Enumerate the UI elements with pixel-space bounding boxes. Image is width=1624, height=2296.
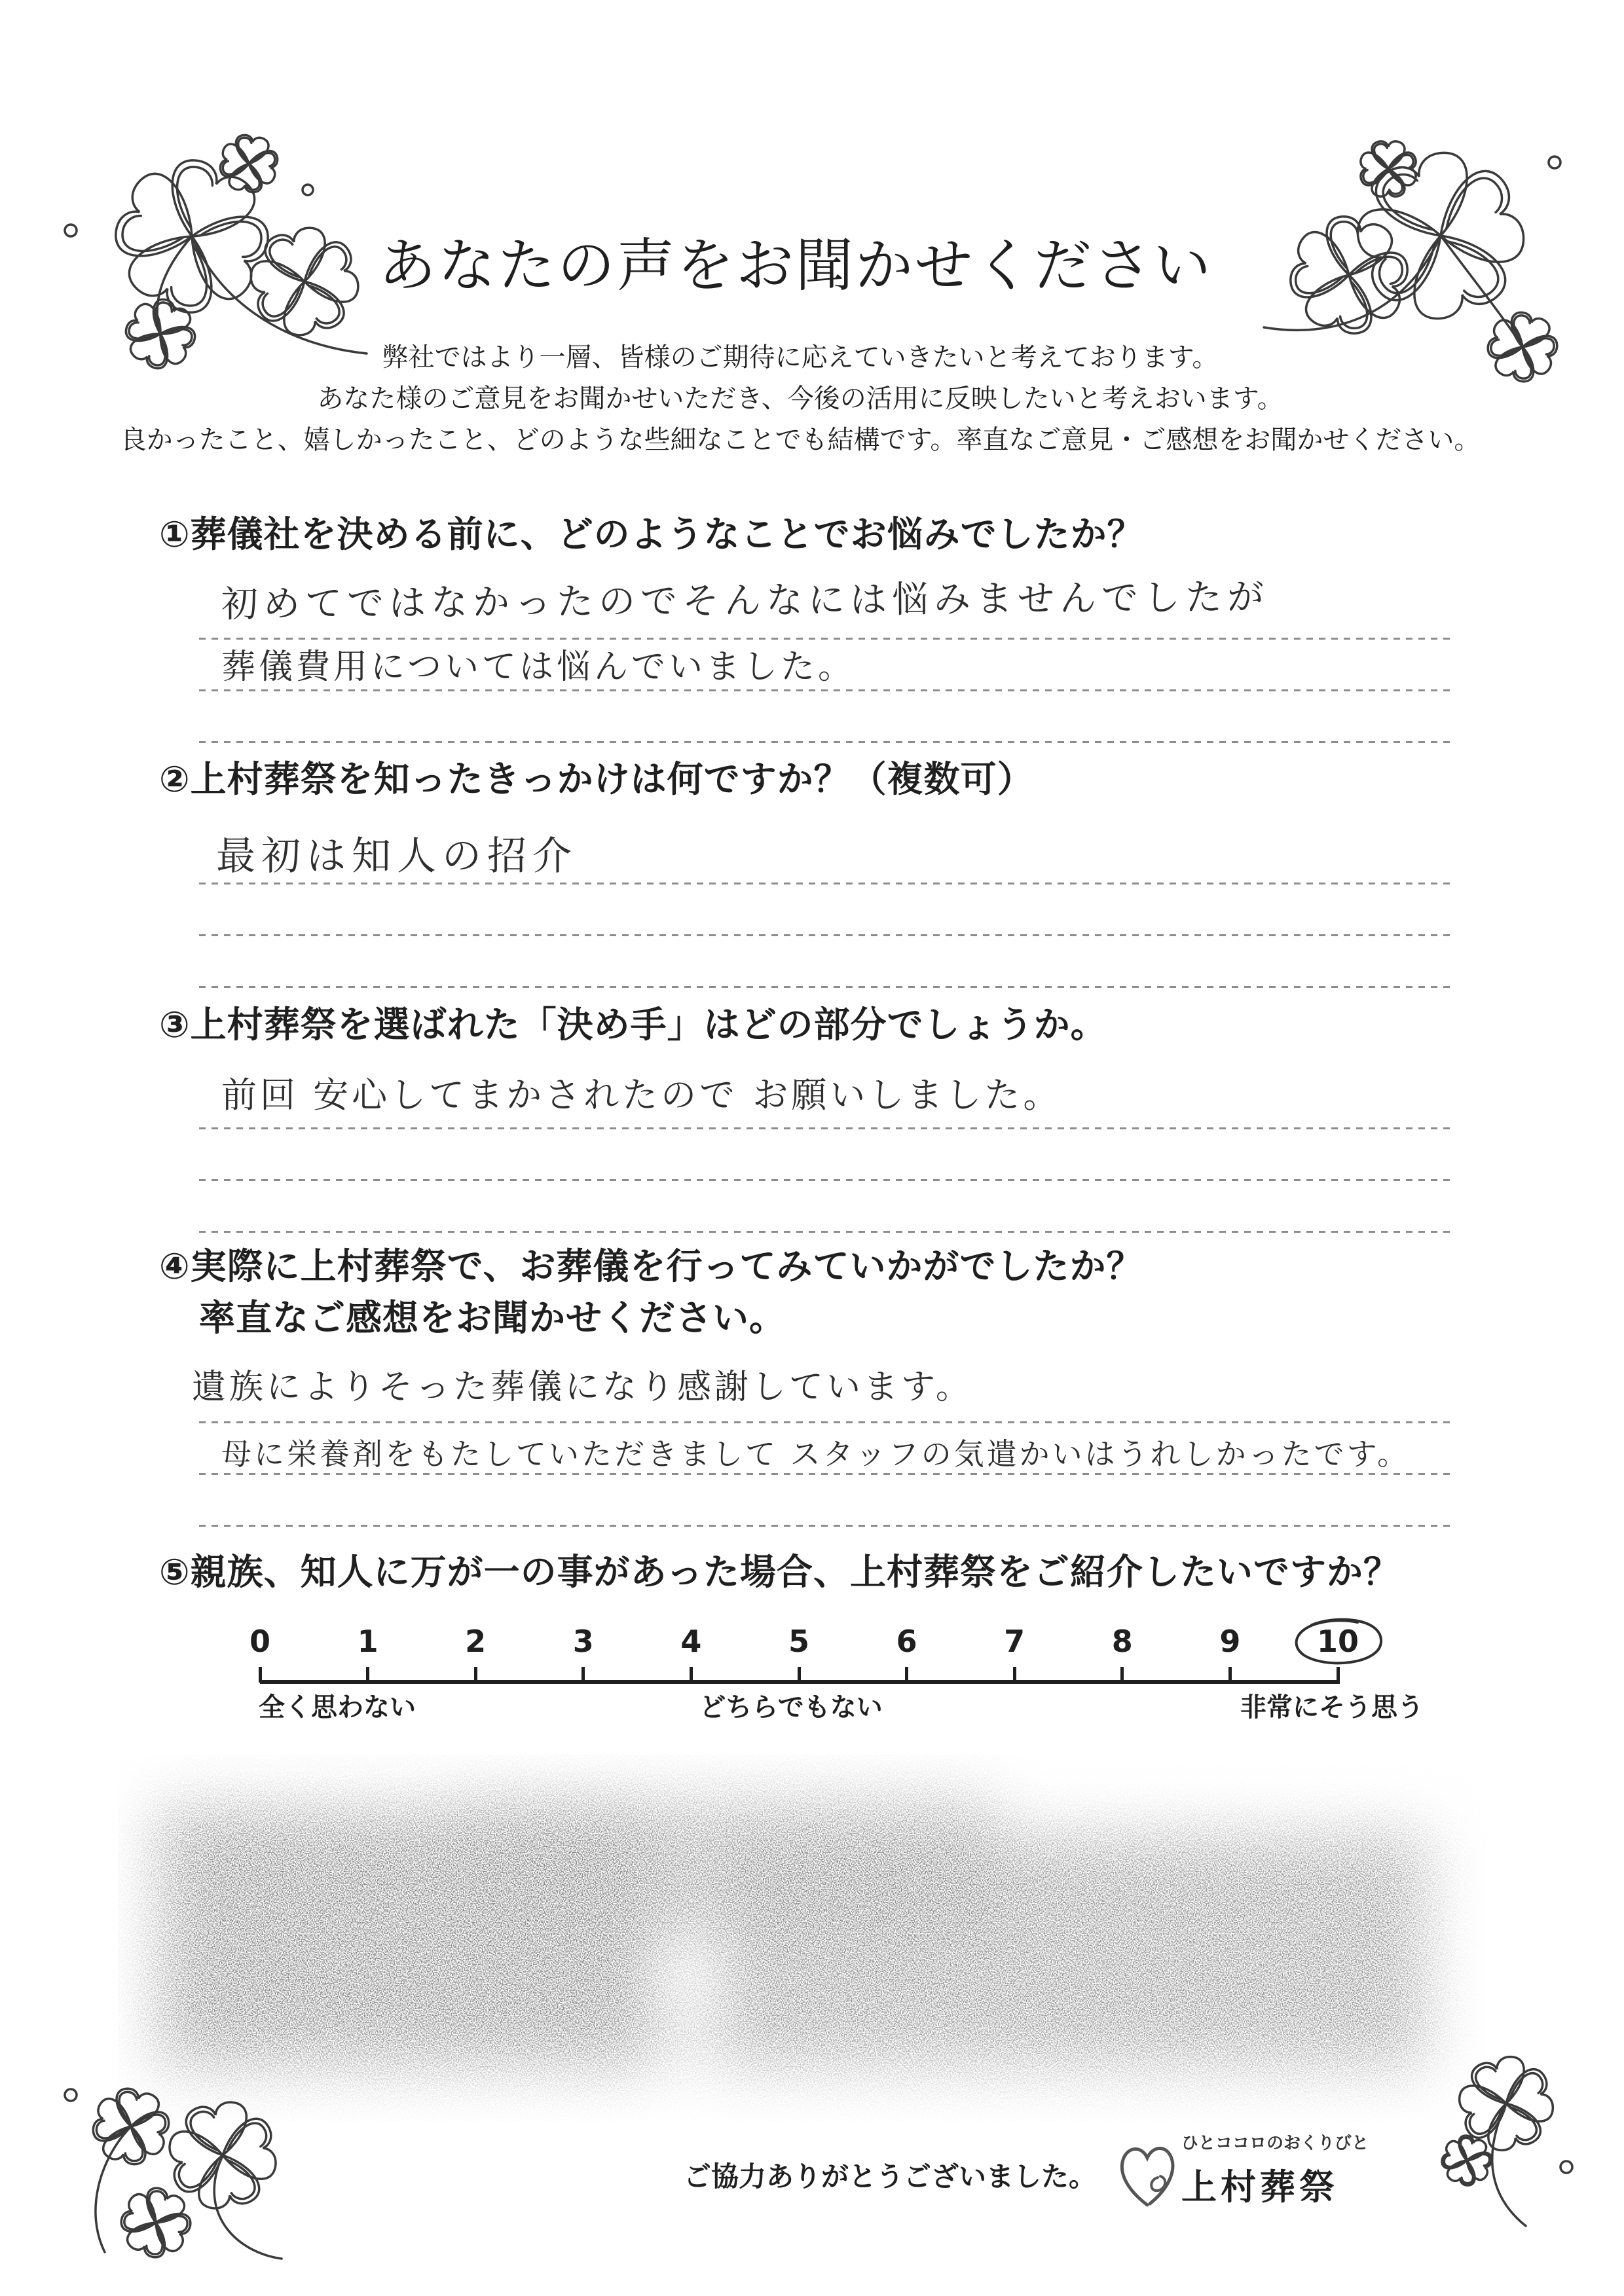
intro-line-2: あなた様のご意見をお聞かせいただき、今後の活用に反映したいと考えおいます。 — [317, 384, 1283, 414]
scale-tick — [474, 1667, 477, 1683]
thanks-message: ご協力ありがとうございました。 — [684, 2160, 1097, 2193]
answer-rule — [199, 986, 1454, 988]
scale-number-8[interactable]: 8 — [1111, 1624, 1133, 1659]
dot-ornament — [303, 185, 313, 195]
clover-icon — [163, 2096, 282, 2214]
clover-icon — [1361, 141, 1416, 196]
clover-icon — [1452, 2049, 1561, 2159]
scale-tick — [581, 1667, 585, 1683]
page-title: あなたの声をお聞かせください — [378, 232, 1213, 299]
scale-number-6[interactable]: 6 — [896, 1624, 917, 1659]
scale-number-2[interactable]: 2 — [465, 1624, 487, 1659]
clover-icon — [1437, 2130, 1497, 2191]
question-5-text: ⑤親族、知人に万が一の事があった場合、上村葬祭をご紹介したいですか？ — [159, 1551, 1401, 1593]
company-logo-name: 上村葬祭 — [1181, 2166, 1338, 2208]
answer-rule — [199, 1179, 1454, 1181]
answer-rule — [199, 883, 1454, 884]
answer-rule — [199, 1473, 1454, 1475]
answer-rule — [199, 1525, 1454, 1527]
answer-rule — [199, 741, 1454, 743]
clover-stem — [214, 2155, 282, 2259]
clover-stem — [96, 2126, 131, 2252]
answer-rule — [199, 1421, 1454, 1423]
scale-number-5[interactable]: 5 — [788, 1624, 809, 1659]
question-4-text: ④実際に上村葬祭で、お葬儀を行ってみていかがでしたか？ — [159, 1245, 1143, 1287]
heart-icon — [1117, 2141, 1180, 2213]
scale-tick — [1013, 1667, 1016, 1683]
question-4-answer-line-1[interactable]: 遺族によりそった葬儀になり感謝しています。 — [192, 1368, 973, 1407]
scale-tick — [1228, 1667, 1232, 1683]
answer-rule — [199, 1231, 1454, 1233]
question-1-answer-line-1[interactable]: 初めてではなかったのでそんなには悩みませんでしたが — [221, 575, 1270, 626]
answer-rule — [199, 1127, 1454, 1129]
scale-number-4[interactable]: 4 — [680, 1624, 702, 1659]
question-3-text: ③上村葬祭を選ばれた「決め手」はどの部分でしょうか。 — [159, 1004, 1107, 1046]
scale-label-low: 全く思わない — [259, 1692, 416, 1722]
clover-stem — [1492, 2104, 1526, 2226]
scale-tick — [259, 1667, 262, 1683]
answer-rule — [199, 638, 1454, 640]
question-4-answer-line-2[interactable]: 母に栄養剤をもたしていただきまして スタッフの気遣かいはうれしかったです。 — [221, 1436, 1410, 1472]
intro-line-3: 良かったこと、嬉しかったこと、どのような些細なことでも結構です。率直なご意見・ご感想をお聞かせください。 — [120, 425, 1481, 455]
question-1-answer-line-2[interactable]: 葬儀費用については悩んでいました。 — [221, 647, 855, 687]
answer-rule — [199, 689, 1454, 691]
scale-number-9[interactable]: 9 — [1219, 1624, 1241, 1659]
clover-icon — [217, 132, 281, 196]
question-3-answer-line-1[interactable]: 前回 安心してまかされたので お願いしました。 — [221, 1074, 1062, 1116]
dot-ornament — [1560, 2161, 1572, 2173]
answer-rule — [199, 934, 1454, 936]
logo-tagline: ひとココロのおくりびと — [1181, 2134, 1369, 2153]
scale-tick — [690, 1667, 693, 1683]
scale-number-3[interactable]: 3 — [572, 1624, 594, 1659]
question-2-answer-line-1[interactable]: 最初は知人の招介 — [216, 833, 578, 879]
scale-number-10[interactable]: 10 — [1316, 1624, 1359, 1659]
scale-label-mid: どちらでもない — [699, 1692, 883, 1722]
scale-tick — [798, 1667, 801, 1683]
clover-icon — [112, 2179, 199, 2266]
hand-drawn-circle-icon — [1285, 1609, 1397, 1681]
scale-number-1[interactable]: 1 — [357, 1624, 378, 1659]
scale-number-7[interactable]: 7 — [1004, 1624, 1025, 1659]
scale-tick — [366, 1667, 369, 1683]
dot-ornament — [1549, 156, 1560, 168]
intro-line-1: 弊社ではより一層、皆様のご期待に応えていきたいと考えております。 — [382, 342, 1219, 373]
scale-tick — [1120, 1667, 1124, 1683]
question-4-subtext: 率直なご感想をお聞かせください。 — [199, 1297, 786, 1339]
question-1-text: ①葬儀社を決める前に、どのようなことでお悩みでしたか？ — [159, 513, 1144, 555]
scale-tick — [905, 1667, 908, 1683]
dot-ornament — [65, 2089, 77, 2101]
question-2-text: ②上村葬祭を知ったきっかけは何ですか？（複数可） — [159, 758, 1034, 800]
scale-number-0[interactable]: 0 — [249, 1624, 270, 1659]
scale-label-high: 非常にそう思う — [1240, 1692, 1424, 1722]
redacted-area — [118, 1755, 1486, 2121]
clover-icon — [86, 2082, 175, 2170]
